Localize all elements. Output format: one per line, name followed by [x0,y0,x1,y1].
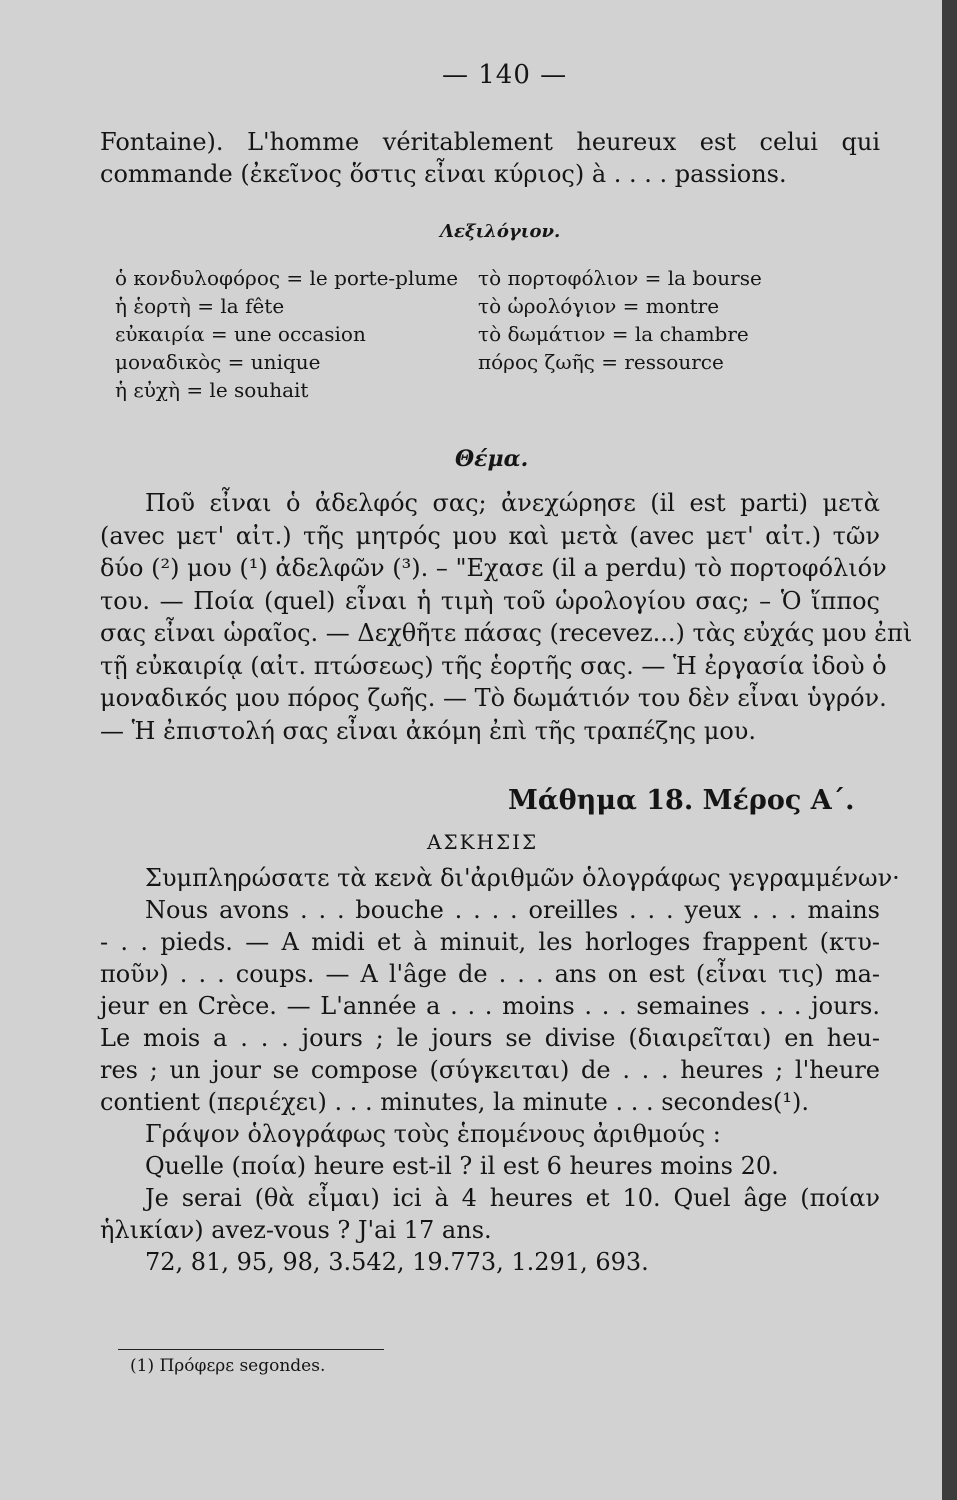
exercise-line: - . . pieds. — A midi et à minuit, les horloges frappent (κτυ- [100,928,880,956]
intro-line: Fontaine). L'homme véritablement heureux est celui qui [100,128,880,156]
footnote-rule [118,1349,384,1350]
thema-line: τῇ εὐκαιρίᾳ (αἰτ. πτώσεως) τῆς ἑορτῆς σας. — Ἡ ἐργασία ἰδοὺ ὁ [100,651,887,680]
instruction-numbers: Γράψον ὁλογράφως τοὺς ἑπομένους ἀριθμούς : [145,1120,721,1148]
question-line: Je serai (θὰ εἶμαι) ici à 4 heures et 10. Quel âge (ποίαν [145,1184,880,1212]
vocab-entry: τὸ δωμάτιον = la chambre [478,322,749,346]
thema-line: μοναδικός μου πόρος ζωῆς. — Τὸ δωμάτιόν του δὲν εἶναι ὑγρόν. [100,684,887,712]
exercise-line: contient (περιέχει) . . . minutes, la minute . . . secondes(¹). [100,1088,809,1116]
thema-line: Ποῦ εἶναι ὁ ἀδελφός σας; ἀνεχώρησε (il est parti) μετὰ [145,489,880,517]
numbers-line: 72, 81, 95, 98, 3.542, 19.773, 1.291, 693. [145,1248,649,1276]
thema-line: — Ἡ ἐπιστολή σας εἶναι ἀκόμη ἐπὶ τῆς τραπέζης μου. [100,716,757,745]
exercise-line: res ; un jour se compose (σύγκειται) de . . . heures ; l'heure [100,1056,880,1084]
exercise-paragraph [100,862,900,1278]
footnote: (1) Πρόφερε segondes. [130,1356,326,1376]
vocab-left-column [115,264,458,404]
intro-paragraph [100,126,880,190]
thema-line: (avec μετ' αἰτ.) τῆς μητρός μου καὶ μετὰ (avec μετ' αἰτ.) τῶν [100,521,880,550]
exercise-instruction: Συμπληρώσατε τὰ κενὰ δι'ἀριθμῶν ὁλογράφως γεγραμμένων· [145,864,900,892]
vocab-right-column [478,264,762,376]
vocab-entry: τὸ πορτοφόλιον = la bourse [478,266,762,290]
vocab-entry: μοναδικὸς = unique [115,350,321,374]
vocab-entry: ἡ εὐχὴ = le souhait [115,378,309,402]
lesson-subtitle: ΑΣΚΗΣΙΣ [427,830,539,854]
page-number: — 140 — [442,60,568,90]
exercise-line: Nous avons . . . bouche . . . . oreilles . . . yeux . . . mains [145,896,880,924]
exercise-line: ποῦν) . . . coups. — A l'âge de . . . ans on est (εἶναι τις) ma- [100,960,880,988]
vocab-entry: εὐκαιρία = une occasion [115,322,366,346]
vocab-title: Λεξιλόγιον. [440,221,561,242]
thema-title: Θέμα. [455,446,529,472]
vocab-entry: πόρος ζωῆς = ressource [478,350,724,374]
exercise-line: jeur en Crèce. — L'année a . . . moins . . . semaines . . . jours. [100,992,880,1020]
vocab-entry: ἡ ἑορτὴ = la fête [115,294,285,318]
thema-line: δύο (²) μου (¹) ἀδελφῶν (³). – "Εχασε (il a perdu) τὸ πορτοφόλιόν [100,554,887,582]
vocab-entry: ὁ κονδυλοφόρος = le porte-plume [115,266,459,290]
thema-line: σας εἶναι ὡραῖος. — Δεχθῆτε πάσας (recevez...) τὰς εὐχάς μου ἐπὶ [100,619,913,647]
question-line: Quelle (ποία) heure est-il ? il est 6 heures moins 20. [145,1152,779,1180]
intro-line: commande (ἐκεῖνος ὅστις εἶναι κύριος) à . . . . passions. [100,160,787,188]
thema-line: του. — Ποία (quel) εἶναι ἡ τιμὴ τοῦ ὡρολογίου σας; – Ὁ ἵππος [100,586,880,615]
question-line: ἡλικίαν) avez-vous ? J'ai 17 ans. [100,1216,492,1244]
vocab-entry: τὸ ὡρολόγιον = montre [478,294,720,318]
lesson-title: Μάθημα 18. Μέρος Α΄. [508,785,855,816]
thema-paragraph [100,487,913,747]
book-spine-shadow [942,0,957,1500]
exercise-line: Le mois a . . . jours ; le jours se divise (διαιρεῖται) en heu- [100,1024,880,1052]
